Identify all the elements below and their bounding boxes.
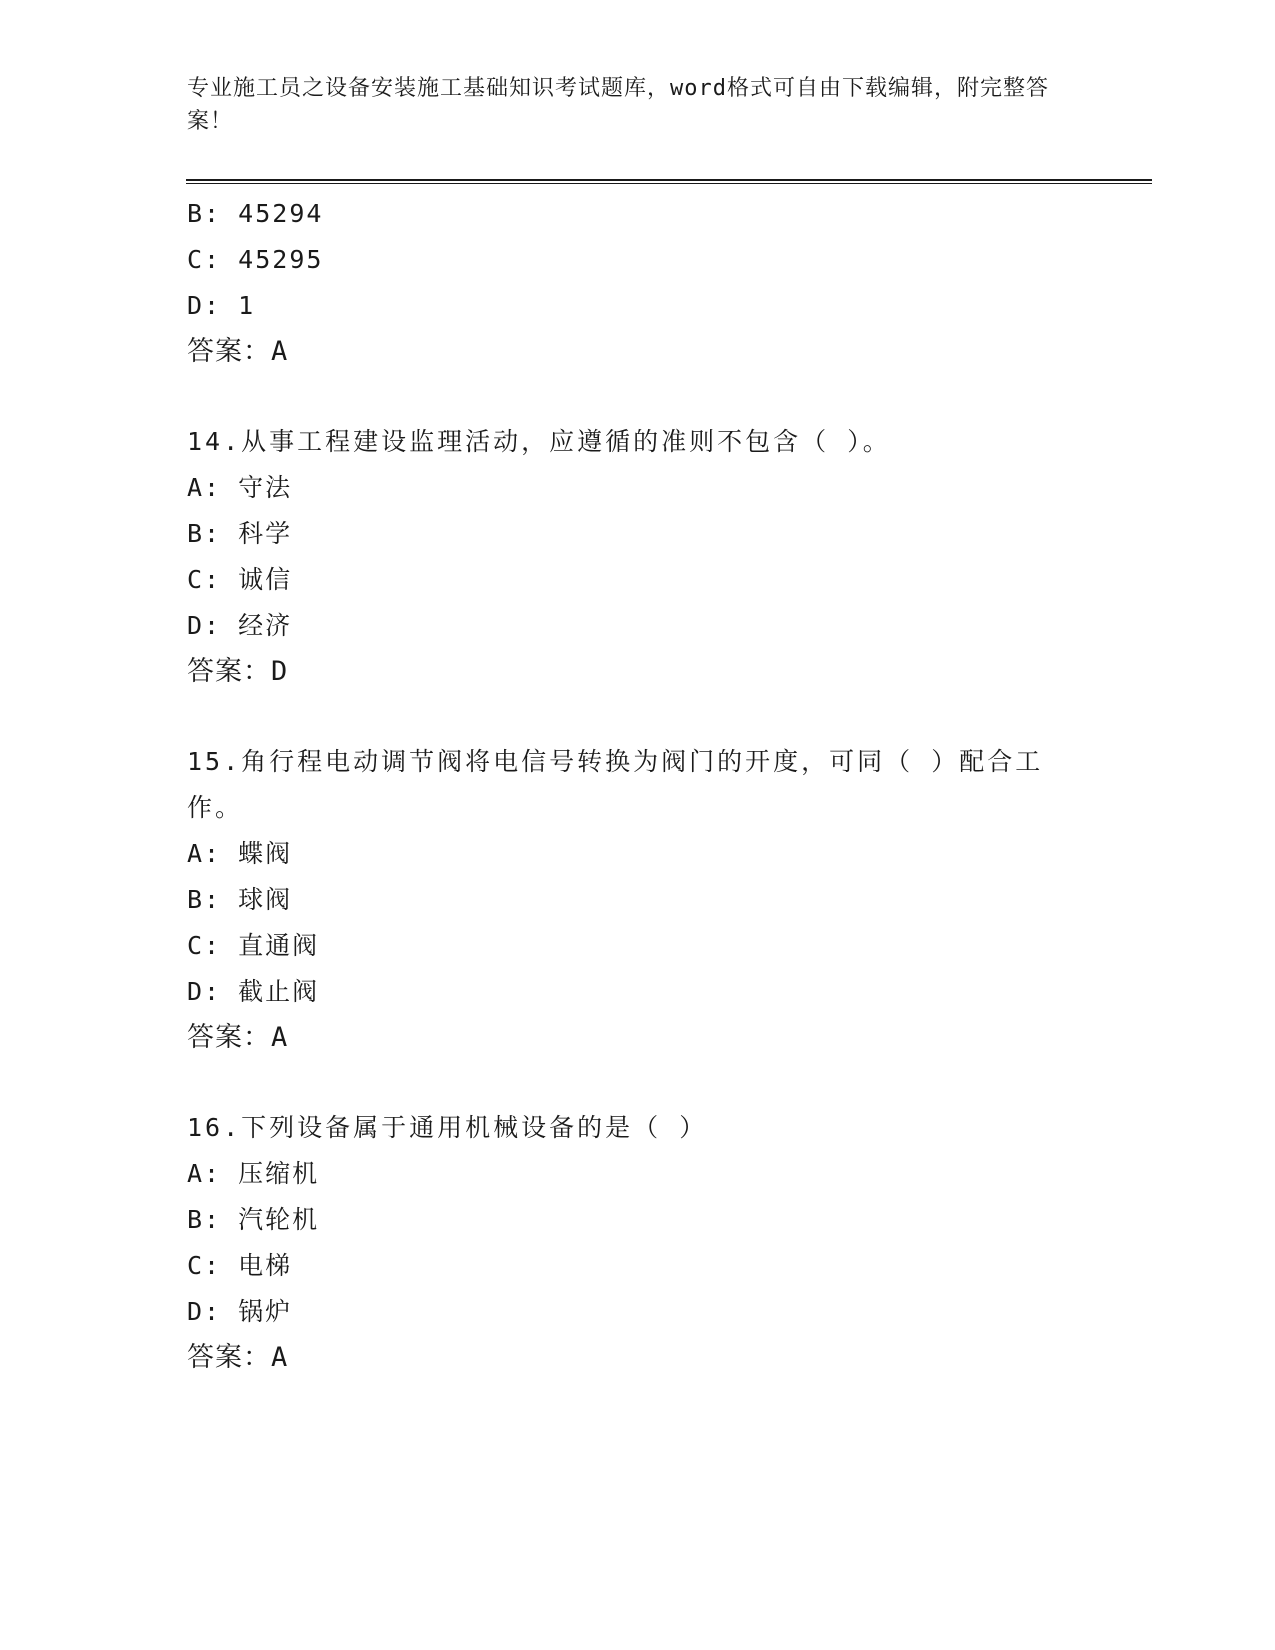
question-block — [187, 1105, 1087, 1381]
option-text: 守法 — [238, 473, 293, 502]
option-line — [187, 1197, 1087, 1243]
option-label: B: — [187, 519, 222, 548]
document-body — [187, 191, 1087, 1425]
answer-line: 答案：D — [187, 656, 289, 687]
option-line — [187, 465, 1087, 511]
option-text: 45294 — [238, 199, 324, 228]
option-text: 蝶阀 — [238, 839, 293, 868]
option-line — [187, 923, 1087, 969]
option-label: D: — [187, 1297, 222, 1326]
option-line — [187, 603, 1087, 649]
option-line — [187, 831, 1087, 877]
option-text: 截止阀 — [238, 977, 320, 1006]
option-line — [187, 1289, 1087, 1335]
option-line — [187, 191, 1087, 237]
option-text: 1 — [238, 291, 256, 320]
question-text: 15.角行程电动调节阀将电信号转换为阀门的开度，可同（ ）配合工作。 — [187, 747, 1044, 822]
option-label: B: — [187, 199, 222, 228]
option-text: 诚信 — [238, 565, 293, 594]
option-text: 45295 — [238, 245, 324, 274]
option-text: 锅炉 — [238, 1297, 293, 1326]
option-text: 电梯 — [238, 1251, 293, 1280]
option-text: 汽轮机 — [238, 1205, 320, 1234]
option-label: B: — [187, 1205, 222, 1234]
option-line — [187, 557, 1087, 603]
option-line — [187, 237, 1087, 283]
option-label: B: — [187, 885, 222, 914]
option-line — [187, 283, 1087, 329]
option-label: A: — [187, 473, 222, 502]
option-text: 压缩机 — [238, 1159, 320, 1188]
option-label: C: — [187, 245, 222, 274]
option-label: D: — [187, 611, 222, 640]
option-line — [187, 511, 1087, 557]
option-text: 球阀 — [238, 885, 293, 914]
answer-line: 答案：A — [187, 1022, 289, 1053]
answer-line: 答案：A — [187, 336, 289, 367]
page-header-title: 专业施工员之设备安装施工基础知识考试题库，word格式可自由下载编辑，附完整答案！ — [187, 76, 1049, 134]
option-text: 直通阀 — [238, 931, 320, 960]
option-line — [187, 1151, 1087, 1197]
option-line — [187, 1243, 1087, 1289]
option-line — [187, 877, 1087, 923]
question-block-partial — [187, 191, 1087, 375]
answer-line: 答案：A — [187, 1342, 289, 1373]
option-label: C: — [187, 931, 222, 960]
header-rule-thin — [186, 183, 1152, 184]
question-block — [187, 739, 1087, 1061]
option-label: A: — [187, 839, 222, 868]
option-text: 科学 — [238, 519, 293, 548]
option-label: D: — [187, 977, 222, 1006]
question-text: 14.从事工程建设监理活动，应遵循的准则不包含（ ）。 — [187, 427, 891, 456]
option-label: D: — [187, 291, 222, 320]
question-block — [187, 419, 1087, 695]
option-label: C: — [187, 565, 222, 594]
question-text: 16.下列设备属于通用机械设备的是（ ） — [187, 1113, 708, 1142]
option-label: C: — [187, 1251, 222, 1280]
option-text: 经济 — [238, 611, 293, 640]
header-rule-thick — [186, 179, 1152, 181]
option-label: A: — [187, 1159, 222, 1188]
option-line — [187, 969, 1087, 1015]
